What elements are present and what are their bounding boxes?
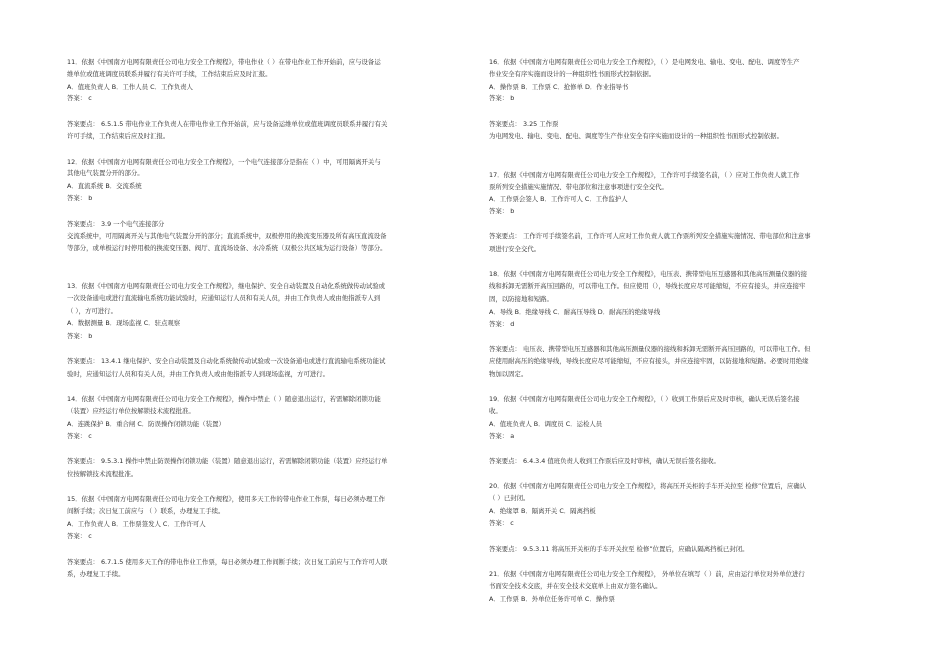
text-line: 答案： d xyxy=(489,320,515,328)
text-line: A．导线 B．绝缘导线 C．耐高压导线 D．耐高压的绝缘导线 xyxy=(489,308,661,316)
text-line: A．工作票 B．外单位任务许可单 C．操作票 xyxy=(489,595,615,603)
text-line: 应使用耐高压的绝缘导线，导线长度应尽可能缩短，不应有接头，并应连接牢固，以防接地和短路。必要时用绝缘 xyxy=(489,357,809,365)
text-line: 答案： b xyxy=(489,207,515,215)
text-line: 票所列安全措施实施情况、带电部位和注意事项进行安全交代。 xyxy=(489,183,668,191)
text-line: 固，以防接地和短路。 xyxy=(489,295,553,303)
text-line: 收。 xyxy=(489,407,502,415)
text-line: 作业安全有序实施而设计的一种组织性书面形式控制依据。 xyxy=(489,70,656,78)
text-line: 项进行安全交代。 xyxy=(489,245,541,253)
text-line: 答案： c xyxy=(489,519,514,527)
text-line: A．工作负责人 B．工作票签发人 C．工作许可人 xyxy=(67,520,206,528)
text-line: 物加以固定。 xyxy=(489,370,528,378)
text-line: 答案要点： 3.9 一个电气连接部分 xyxy=(67,220,165,228)
text-line: 答案要点： 电压表、携带型电压互感器和其他高压测量仪器的接线和拆卸无需断开高压回路的，可以带电工作。但 xyxy=(489,345,811,353)
text-line: 21．依据《中国南方电网有限责任公司电力安全工作规程》， 外单位在填写（ ）前，应由运行单位对外单位进行 xyxy=(489,570,805,578)
text-line: 书面安全技术交底，并在安全技术交底单上由双方签名确认。 xyxy=(489,582,662,590)
text-line: 答案要点： 3.25 工作票 xyxy=(489,120,559,128)
text-line: 线和拆卸无需断开高压回路的，可以带电工作。但应使用（），导线长度应尽可能缩短，不应有接头，并应连接牢 xyxy=(489,282,806,290)
text-line: 答案： b xyxy=(489,94,515,102)
text-line: 验时，应通知运行人员和有关人员，并由工作负责人或由他指派专人到现场监视，方可进行。 xyxy=(67,370,330,378)
text-line: 17．依据《中国南方电网有限责任公司电力安全工作规程》，工作许可手续签名前，（ ）应对工作负责人就工作 xyxy=(489,171,800,179)
text-line: 系，办理复工手续。 xyxy=(67,570,125,578)
text-line: 19．依据《中国南方电网有限责任公司电力安全工作规程》，（ ）收到工作票后应及时审核，确认无误后签名接 xyxy=(489,395,800,403)
text-line: A．直流系统 B．交流系统 xyxy=(67,182,142,190)
text-line: 答案要点： 9.5.3.11 将高压开关柜的手车开关拉至 检修”位置后，应确认隔离挡板已封闭。 xyxy=(489,545,749,553)
text-line: A．操作票 B．工作票 C．抢修单 D．作业指导书 xyxy=(489,83,629,91)
text-line: 答案： b xyxy=(67,332,93,340)
text-line: 答案： a xyxy=(489,432,515,440)
text-line: 20．依据《中国南方电网有限责任公司电力安全工作规程》，将高压开关柜的手车开关拉至 检修”位置后，应确认 xyxy=(489,482,807,490)
text-line: 16．依据《中国南方电网有限责任公司电力安全工作规程》，（ ）是电网发电、输电、变电、配电、调度等生产 xyxy=(489,58,800,66)
text-line: 许可手续，工作结束后应及时汇报。 xyxy=(67,132,170,140)
text-line: 12．依据《中国南方电网有限责任公司电力安全工作规程》，一个电气连接部分是指在（ ）中，可用隔离开关与 xyxy=(67,158,381,166)
text-line: A．绝缘罩 B．隔离开关 C．隔离挡板 xyxy=(489,507,596,515)
text-line: 答案要点： 6.5.1.5 带电作业工作负责人在带电作业工作开始前，应与设备运维单位或值班调度员联系并履行有关 xyxy=(67,120,388,128)
text-line: 13．依据《中国南方电网有限责任公司电力安全工作规程》，继电保护、安全自动装置及自动化系统做传动试验或 xyxy=(67,282,386,290)
text-line: 18．依据《中国南方电网有限责任公司电力安全工作规程》，电压表、携带型电压互感器和其他高压测量仪器的接 xyxy=(489,270,808,278)
text-line: 14．依据《中国南方电网有限责任公司电力安全工作规程》，操作中禁止（ ）随意退出运行，若需解除闭锁功能 xyxy=(67,395,381,403)
text-line: 一次设备通电或进行直流输电系统功能试验时，应通知运行人员和有关人员，并由工作负责人或由他指派专人到 xyxy=(67,294,381,302)
text-line: A．数据测量 B．现场监视 C．驻点观察 xyxy=(67,319,181,327)
text-line: 答案： b xyxy=(67,194,93,202)
text-line: 答案要点： 13.4.1 继电保护、安全自动装置及自动化系统做传动试验或一次设备通电或进行直流输电系统功能试 xyxy=(67,357,386,365)
text-line: 维单位或值班调度员联系并履行有关许可手续，工作结束后应及时汇报。 xyxy=(67,70,272,78)
text-line: 答案： c xyxy=(67,432,92,440)
text-line: 间断手续；次日复工前应与 （ ）联系，办理复工手续。 xyxy=(67,507,225,515)
text-line: 11．依据《中国南方电网有限责任公司电力安全工作规程》，带电作业（ ）在带电作业工作开始前，应与设备运 xyxy=(67,58,381,66)
text-line: 位按解锁技术流程批准。 xyxy=(67,470,138,478)
text-line: （ ）已封闭。 xyxy=(489,494,530,502)
text-line: 答案要点： 6.7.1.5 使用多天工作的带电作业工作票，每日必须办理工作间断手续；次日复工前应与工作许可人联 xyxy=(67,558,388,566)
text-line: 15．依据《中国南方电网有限责任公司电力安全工作规程》，使用多天工作的带电作业工作票，每日必须办理工作 xyxy=(67,495,386,503)
text-line: 答案要点： 工作许可手续签名前，工作许可人应对工作负责人就工作票所列安全措施实施情况、带电部位和注意事 xyxy=(489,232,811,240)
text-line: 为电网发电、输电、变电、配电、调度等生产作业安全有序实施而设计的一种组织性书面形式控制依据。 xyxy=(489,132,783,140)
text-line: 答案： c xyxy=(67,532,92,540)
text-line: 等部分，或单极运行时停用极的换流变压器、阀厅、直流场设备、水冷系统（双极公共区域为运行设备）等部分。 xyxy=(67,244,387,252)
text-line: 答案： c xyxy=(67,94,92,102)
text-line: 其他电气装置分开的部分。 xyxy=(67,169,144,177)
text-line: （装置）应经运行单位按解锁技术流程批准。 xyxy=(67,407,195,415)
text-line: A．连跳保护 B．重合闸 C．防误操作闭锁功能（装置） xyxy=(67,420,225,428)
text-line: A．值班负责人 B．工作人员 C．工作负责人 xyxy=(67,83,193,91)
text-line: 答案要点： 9.5.3.1 操作中禁止防误操作闭锁功能（装置）随意退出运行，若需解除闭锁功能（装置）应经运行单 xyxy=(67,457,388,465)
text-line: A．工作票会签人 B．工作许可人 C．工作监护人 xyxy=(489,195,628,203)
text-line: 交流系统中，可用隔离开关与其他电气装置分开的部分；直流系统中，双极停用的换流变压器及所有高压直流设备 xyxy=(67,232,387,240)
text-line: 答案要点： 6.4.3.4 值班负责人收到工作票后应及时审核，确认无误后签名接收。 xyxy=(489,457,720,465)
text-line: A．值班负责人 B．调度员 C．运检人员 xyxy=(489,420,603,428)
text-line: （ ），方可进行。 xyxy=(67,307,117,315)
